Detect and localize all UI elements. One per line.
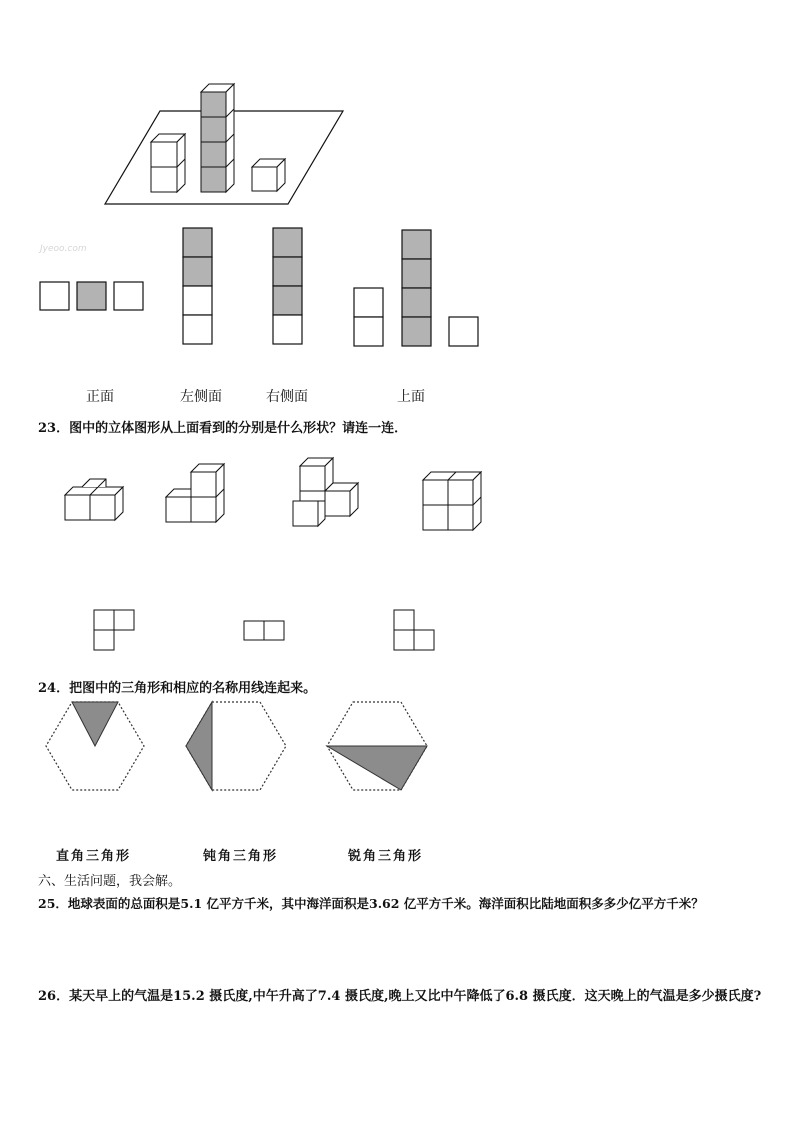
view-label-front: 正面	[86, 389, 114, 405]
question-23: 23．图中的立体图形从上面看到的分别是什么形状？请连一连．	[38, 421, 408, 436]
triangle-name-right: 直角三角形	[56, 849, 132, 864]
view-label-right: 右侧面	[266, 389, 308, 405]
question-24: 24．把图中的三角形和相应的名称用线连起来。	[38, 681, 317, 696]
section-6-heading: 六、生活问题，我会解。	[38, 874, 182, 889]
question-26: 26．某天早上的气温是15.2 摄氏度,中午升高了7.4 摄氏度,晚上又比中午降低了6.8 摄氏度．这天晚上的气温是多少摄氏度?	[38, 989, 762, 1004]
triangle-name-acute: 锐角三角形	[348, 849, 424, 864]
question-25: 25．地球表面的总面积是5.1 亿平方千米，其中海洋面积是3.62 亿平方千米。海洋面积比陆地面积多多少亿平方千米？	[38, 896, 704, 911]
view-label-left: 左侧面	[180, 389, 222, 405]
view-label-top: 上面	[397, 389, 425, 405]
hexagon-3	[327, 702, 427, 790]
hexagon-2	[186, 702, 286, 790]
triangle-name-obtuse: 钝角三角形	[203, 849, 279, 864]
hexagon-1	[46, 702, 144, 790]
watermark: Jyeoo.com	[40, 244, 87, 254]
